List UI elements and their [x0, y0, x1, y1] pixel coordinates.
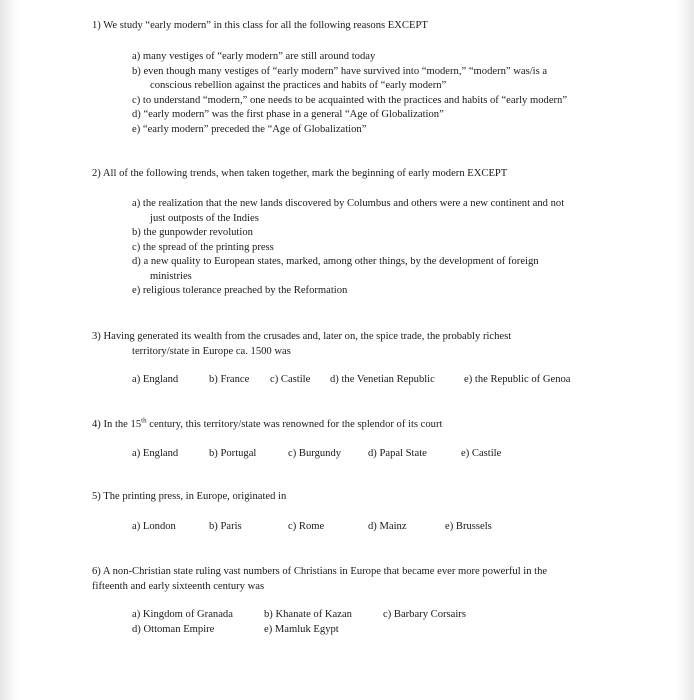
q1-option-b-cont: conscious rebellion against the practices and habits of “early modern”	[150, 80, 447, 91]
page-edge-shadow-left	[0, 0, 18, 700]
q6-option-d: d) Ottoman Empire	[132, 624, 215, 635]
question-5-stem: 5) The printing press, in Europe, originated in	[92, 491, 287, 502]
q1-option-b: b) even though many vestiges of “early modern” have survived into “modern,” “modern” was/is a	[132, 65, 548, 77]
question-6-stem: 6) A non-Christian state ruling vast numbers of Christians in Europe that became ever more powerful in the	[92, 566, 548, 577]
q3-option-e: e) the Republic of Genoa	[464, 374, 571, 385]
q6-option-a: a) Kingdom of Granada	[132, 609, 233, 620]
q3-option-d: d) the Venetian Republic	[330, 374, 435, 385]
q2-option-b: b) the gunpowder revolution	[132, 227, 253, 238]
q6-option-c: c) Barbary Corsairs	[383, 609, 466, 620]
q2-option-d: d) a new quality to European states, marked, among other things, by the development of foreign	[132, 256, 539, 267]
q2-option-d-cont: ministries	[150, 270, 192, 282]
q3-option-a: a) England	[132, 374, 179, 385]
q5-option-e: e) Brussels	[445, 521, 492, 532]
question-1-stem: 1) We study “early modern” in this class for all the following reasons EXCEPT	[92, 20, 428, 31]
q4-option-b: b) Portugal	[209, 448, 257, 459]
question-3-stem-cont: territory/state in Europe ca. 1500 was	[132, 346, 291, 357]
q5-option-c: c) Rome	[288, 521, 325, 532]
question-2-options	[132, 197, 564, 299]
q5-option-d: d) Mainz	[368, 521, 407, 532]
question-6-stem-cont: fifteenth and early sixteenth century was	[92, 581, 265, 592]
q6-option-e: e) Mamluk Egypt	[264, 624, 339, 635]
q4-option-d: d) Papal State	[368, 448, 427, 459]
q3-option-b: b) France	[209, 374, 250, 385]
question-3-stem: 3) Having generated its wealth from the crusades and, later on, the spice trade, the probably richest	[92, 331, 512, 342]
q4-option-a: a) England	[132, 448, 179, 459]
q6-option-b: b) Khanate of Kazan	[264, 609, 352, 620]
q1-option-d: d) “early modern” was the first phase in a general “Age of Globalization”	[132, 109, 444, 120]
q2-option-a: a) the realization that the new lands discovered by Columbus and others were a new continent and not	[132, 198, 565, 209]
q2-option-c: c) the spread of the printing press	[132, 241, 274, 253]
question-2-stem: 2) All of the following trends, when taken together, mark the beginning of early modern EXCEPT	[92, 168, 508, 179]
q2-option-a-cont: just outposts of the Indies	[150, 212, 259, 224]
q3-option-c: c) Castile	[270, 374, 311, 385]
q1-option-a: a) many vestiges of “early modern” are still around today	[132, 51, 376, 62]
q2-option-e: e) religious tolerance preached by the Reformation	[132, 285, 348, 296]
q1-option-c: c) to understand “modern,” one needs to be acquainted with the practices and habits of “early modern”	[132, 94, 568, 106]
q4-option-c: c) Burgundy	[288, 448, 342, 459]
q5-option-b: b) Paris	[209, 521, 242, 532]
q1-option-e: e) “early modern” preceded the “Age of Globalization”	[132, 123, 367, 135]
q4-option-e: e) Castile	[461, 448, 502, 459]
q5-option-a: a) London	[132, 521, 176, 532]
question-4-stem: 4) In the 15th century, this territory/state was renowned for the splendor of its court	[92, 416, 443, 430]
question-1-options	[132, 50, 567, 137]
